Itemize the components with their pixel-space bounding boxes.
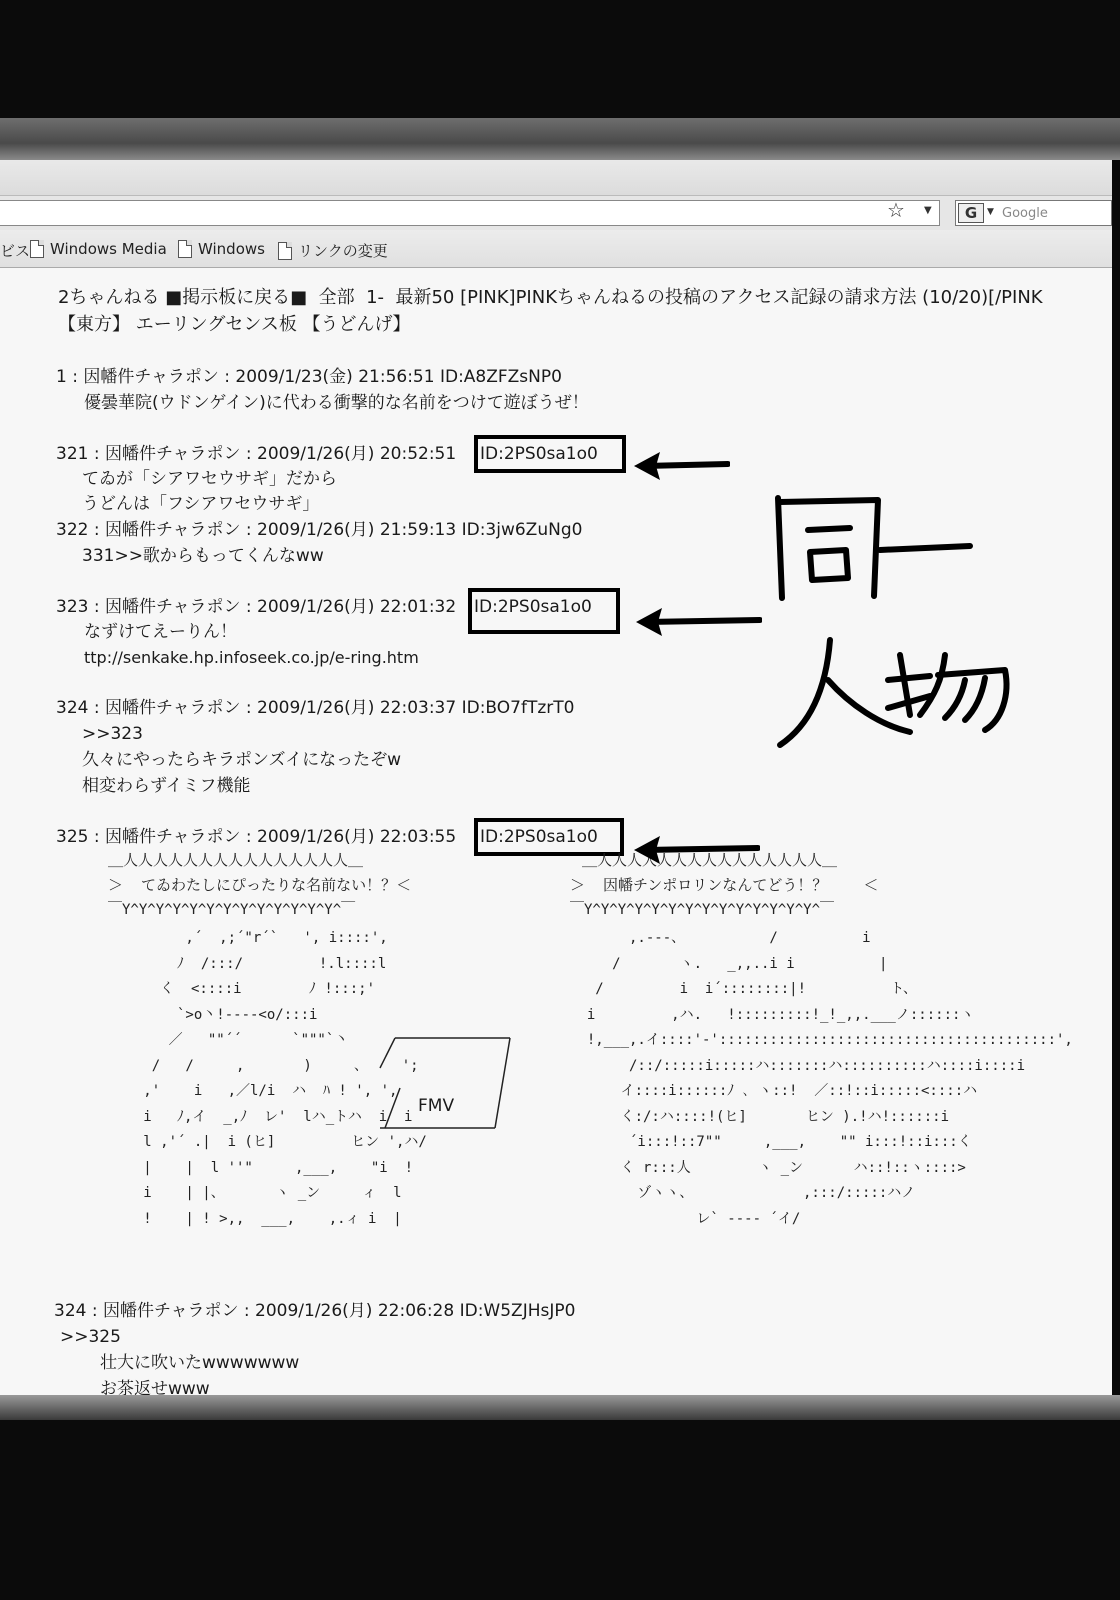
- search-box[interactable]: [955, 200, 1112, 226]
- address-input[interactable]: [0, 200, 940, 226]
- links-toolbar: [0, 230, 1112, 268]
- link-label: リンクの変更: [298, 242, 388, 260]
- post-header: 322 : 因幡件チャラポン : 2009/1/26(月) 21:59:13 ID:3jw6ZuNg0: [56, 520, 583, 540]
- tab-strip: [0, 160, 1112, 196]
- aa-bubble-top: ＿人人人人人人人人人人人人人人人＿: [108, 851, 364, 869]
- link-item[interactable]: [0, 240, 30, 261]
- post-header: 1 : 因幡件チャラポン : 2009/1/23(金) 21:56:51 ID:A8ZFZsNP0: [56, 367, 562, 387]
- aa-bubble-top: ＿人人人人人人人人人人人人人人人＿: [582, 851, 838, 869]
- bookmark-star-icon[interactable]: ☆: [887, 198, 905, 222]
- post-body-line: 相変わらずイミフ機能: [82, 776, 251, 796]
- arrow-left-icon: [630, 446, 730, 486]
- page-icon: [178, 240, 192, 258]
- post-body-line: うどんは「フシアワセウサギ」: [82, 494, 320, 514]
- link-label: ビス: [0, 242, 31, 260]
- browser-window: [0, 160, 1112, 1395]
- link-label: Windows: [198, 240, 265, 258]
- aa-bubble-text: ＞ 因幡チンポロリンなんてどう！？ ＜: [570, 876, 879, 894]
- search-engine-icon[interactable]: G: [958, 203, 984, 223]
- search-dropdown-icon[interactable]: ▼: [987, 207, 994, 217]
- aa-bubble-bottom: ￣Y^Y^Y^Y^Y^Y^Y^Y^Y^Y^Y^Y^Y^Y^￣: [570, 902, 835, 918]
- post-id: ID:2PS0sa1o0: [474, 597, 592, 617]
- monitor-bezel-bottom: [0, 1395, 1120, 1420]
- post-id: ID:2PS0sa1o0: [480, 827, 598, 847]
- fmv-monitor-drawing: [340, 1028, 520, 1138]
- post-body-line: 優曇華院(ウドンゲイン)に代わる衝撃的な名前をつけて遊ぼうぜ！: [84, 393, 589, 413]
- post-id: ID:2PS0sa1o0: [480, 444, 598, 464]
- handwritten-annotation: [770, 480, 1030, 770]
- post-header: 323 : 因幡件チャラポン : 2009/1/26(月) 22:01:32: [56, 597, 457, 617]
- post-body-line: 331>>歌からもってくんなww: [82, 546, 324, 566]
- address-bar: [0, 196, 1112, 230]
- id-highlight-box: [468, 588, 620, 634]
- post-header: 321 : 因幡件チャラポン : 2009/1/26(月) 20:52:51: [56, 444, 457, 464]
- post-body-line: なずけてえーりん！: [84, 622, 237, 642]
- thread-nav-line[interactable]: 2ちゃんねる ■掲示板に戻る■ 全部 1- 最新50 [PINK]PINKちゃんねるの投稿のアクセス記録の請求方法 (10/20)[/PINK: [58, 287, 1043, 308]
- post-header: 324 : 因幡件チャラポン : 2009/1/26(月) 22:06:28 ID:W5ZJHsJP0: [54, 1301, 576, 1321]
- photo-dark-bottom: [0, 1420, 1120, 1600]
- page-icon: [30, 240, 44, 258]
- aa-art-right: ,.-‐-、 / i / ヽ. _,,..i i | / i i´::::::::|! ト、 i ,ハ. !:::::::::!_!_,,.___ノ::::::ヽ !,___,.イ::::'‐'::::::::::::::::::::::::::::::::::::::::', /::/:::::i:::::ハ:::::::ハ::::::::::ハ::::i::::i イ::::i::::::ﾉ ､ ヽ::! ／::!::i:::::<::::ハ く:/:ハ::::!(ヒ] ヒン ).!ハ!::::::i ´i:::!::7"" ,___, "" i:::!::i:::く く r:::人 ヽ _ン ハ::!::ヽ::::> ゾヽヽ、 ,:::/:::::ハノ レ` ‐‐‐‐ ´イ/: [586, 930, 1073, 1227]
- link-windows-media[interactable]: [30, 240, 167, 258]
- link-label: Windows Media: [50, 240, 167, 258]
- arrow-left-icon: [630, 830, 760, 870]
- photo-dark-top: [0, 0, 1120, 118]
- link-change-links[interactable]: [278, 240, 388, 261]
- fmv-label: FMV: [418, 1096, 455, 1116]
- search-input[interactable]: Google: [1002, 206, 1048, 221]
- board-name: 【東方】 エーリングセンス板 【うどんげ】: [58, 314, 411, 335]
- post-link[interactable]: ttp://senkake.hp.infoseek.co.jp/e-ring.htm: [84, 648, 419, 667]
- aa-bubble-text: ＞ てゐわたしにぴったりな名前ない！？＜: [108, 876, 412, 894]
- id-highlight-box: [474, 435, 626, 473]
- post-reply-link[interactable]: >>323: [82, 724, 143, 744]
- aa-art-left: ,´ ,;´"r´` ', i::::', ﾉ /:::/ !.l::::l く <::::i ﾉ !:::;' `>o丶!-‐‐‐<o/:::i ／ ""´´ `"""`丶 / / , ) 、 '; ,' i ,／l/i ハ ﾊ ! ', ', i ﾉ,イ _,ﾉ レ' lハ_トハ i i l ,'´ .| i (ヒ] ヒン ',ハ/ | | l ''" ,___, "i ! i | |、 ヽ _ン ィ l ! | ! >,, ___, ,.ィ i |: [143, 930, 427, 1227]
- dropdown-arrow-icon[interactable]: ▼: [924, 205, 932, 216]
- post-body-line: お茶返せwww: [100, 1379, 210, 1395]
- post-reply-link[interactable]: >>325: [60, 1327, 121, 1347]
- arrow-left-icon: [632, 602, 762, 642]
- aa-bubble-bottom: ￣Y^Y^Y^Y^Y^Y^Y^Y^Y^Y^Y^Y^Y^￣: [108, 902, 356, 918]
- post-body-line: てゐが「シアワセウサギ」だから: [82, 469, 337, 489]
- page-icon: [278, 242, 292, 260]
- post-body-line: 久々にやったらキラポンズイになったぞw: [82, 750, 402, 770]
- link-windows[interactable]: [178, 240, 265, 258]
- post-body-line: 壮大に吹いたwwwwwww: [100, 1353, 300, 1373]
- post-header: 324 : 因幡件チャラポン : 2009/1/26(月) 22:03:37 ID:BO7fTzrT0: [56, 698, 575, 718]
- thread-page: [0, 268, 1112, 1395]
- post-header: 325 : 因幡件チャラポン : 2009/1/26(月) 22:03:55: [56, 827, 457, 847]
- monitor-bezel: [0, 118, 1120, 160]
